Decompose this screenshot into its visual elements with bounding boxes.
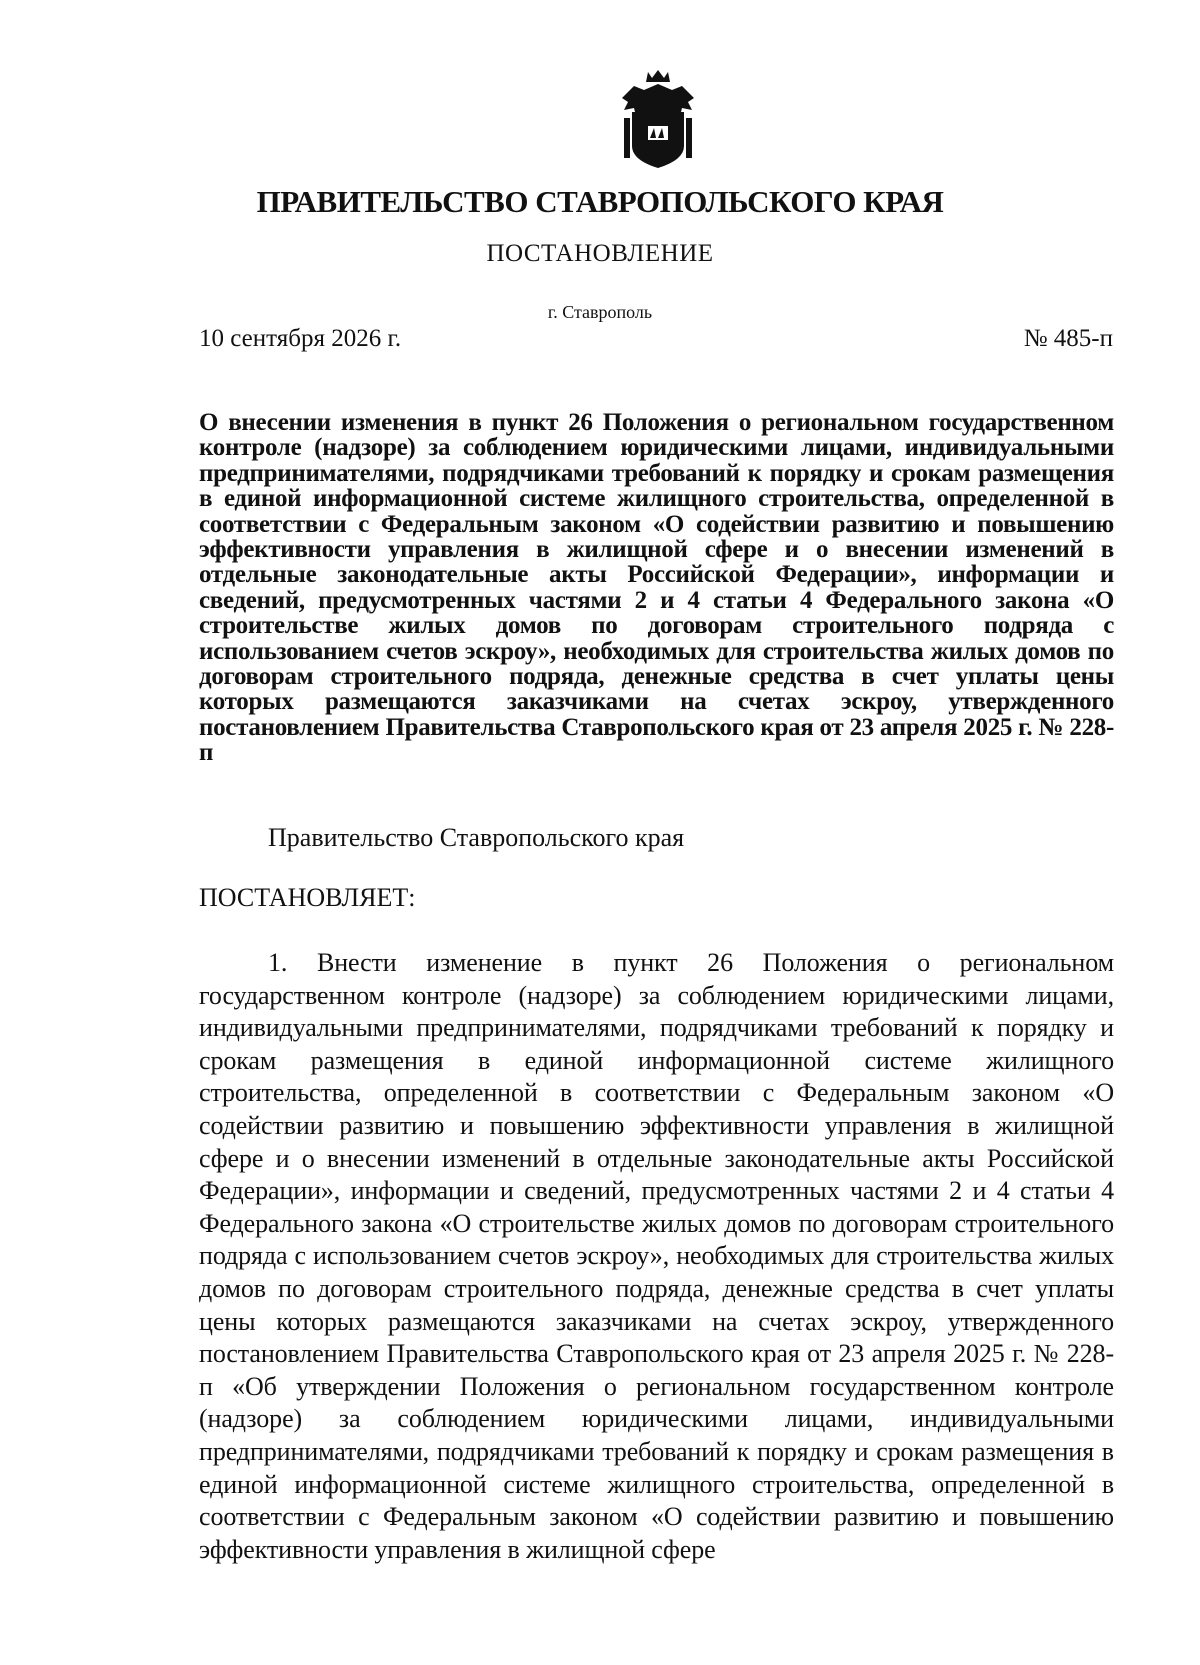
resolves-heading: ПОСТАНОВЛЯЕТ: [199, 883, 416, 912]
government-title: ПРАВИТЕЛЬСТВО СТАВРОПОЛЬСКОГО КРАЯ [256, 184, 944, 219]
document-type: ПОСТАНОВЛЕНИЕ [486, 240, 714, 267]
government-line: Правительство Ставропольского края [268, 823, 685, 852]
document-number: № 485-п [1023, 325, 1113, 352]
document-date: 10 сентября 2026 г. [199, 325, 402, 352]
stavropol-coat-of-arms-icon [618, 68, 698, 172]
document-subject: О внесении изменения в пункт 26 Положения о региональном государственном контроле (надзоре) за соблюдением юридическими лицами, индивидуальными предпринимателями, подрядчиками требований к порядку и срокам размещения в единой информационной системе жилищного строительства, определенной в соответствии с Федеральным законом «О содействии развитию и повышению эффективности управления в жилищной сфере и о внесении изменений в отдельные законодательные акты Российской Федерации», информации и сведений, предусмотренных частями 2 и 4 статьи 4 Федерального закона «О строительстве жилых домов по договорам строительного подряда с использованием счетов эскроу», необходимых для строительства жилых домов по договорам строительного подряда, денежные средства в счет уплаты цены которых размещаются заказчиками на счетах эскроу, утвержденного постановлением Правительства Ставропольского края от 23 апреля 2025 г. № 228-п [199, 409, 1114, 767]
paragraph-1: 1. Внести изменение в пункт 26 Положения о региональном государственном контроле (надзоре) за соблюдением юридическими лицами, индивидуальными предпринимателями, подрядчиками требований к порядку и срокам размещения в единой информационной системе жилищного строительства, определенной в соответствии с Федеральным законом «О содействии развитию и повышению эффективности управления в жилищной сфере и о внесении изменений в отдельные законодательные акты Российской Федерации», информации и сведений, предусмотренных частями 2 и 4 статьи 4 Федерального закона «О строительстве жилых домов по договорам строительного подряда с использованием счетов эскроу», необходимых для строительства жилых домов по договорам строительного подряда, денежные средства в счет уплаты цены которых размещаются заказчиками на счетах эскроу, утвержденного постановлением Правительства Ставропольского края от 23 апреля 2025 г. № 228-п «Об утверждении Положения о региональном государственном контроле (надзоре) за соблюдением юридическими лицами, индивидуальными предпринимателями, подрядчиками требований к порядку и срокам размещения в единой информационной системе жилищного строительства, определенной в соответствии с Федеральным законом «О содействии развитию и повышению эффективности управления в жилищной сфере [199, 948, 1114, 1564]
city: г. Ставрополь [547, 302, 653, 322]
